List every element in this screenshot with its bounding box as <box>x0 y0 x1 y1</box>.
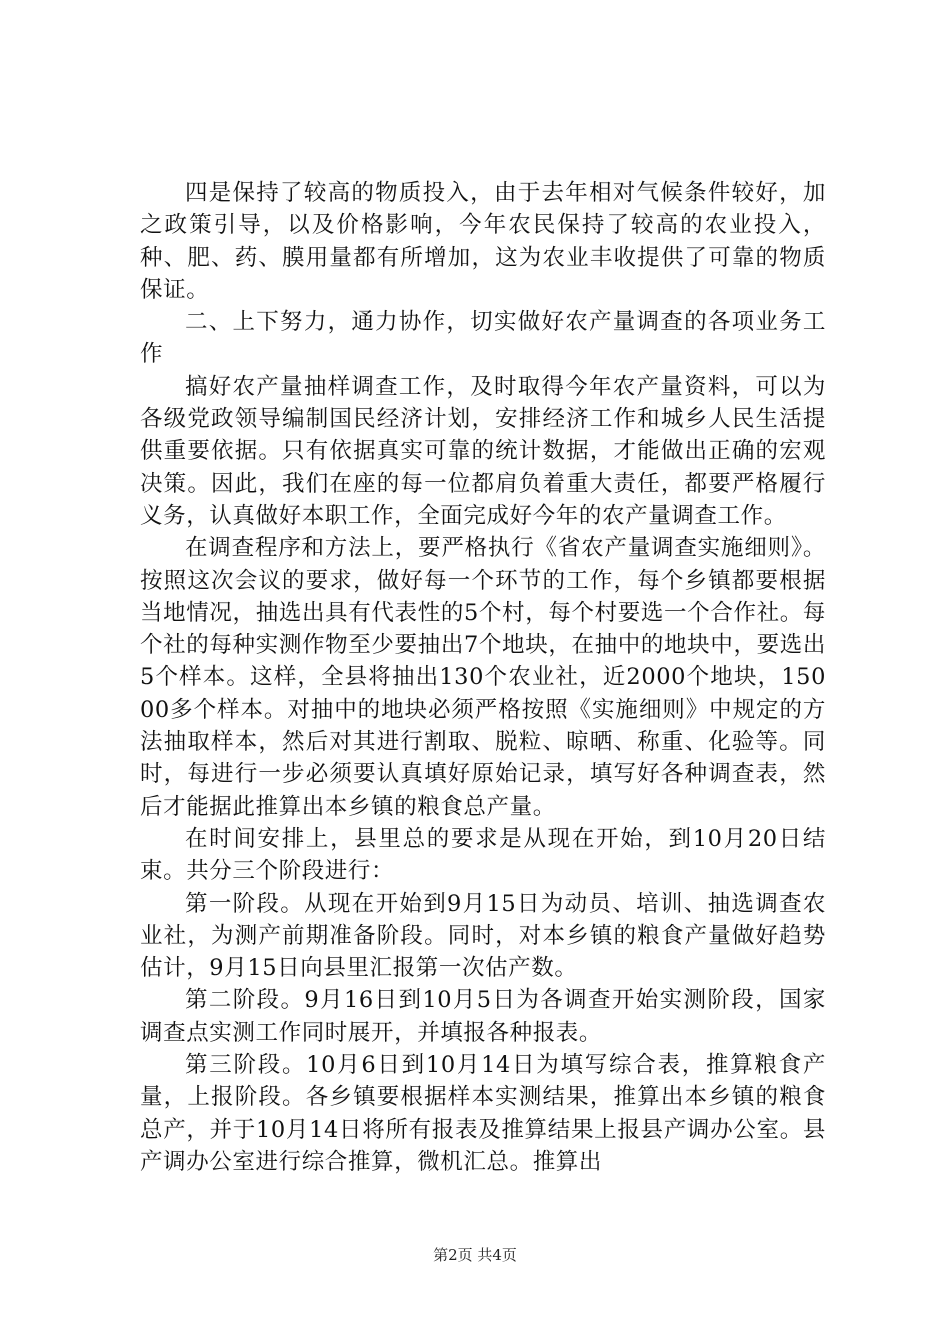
section-heading-two: 二、上下努力，通力协作，切实做好农产量调查的各项业务工作 <box>140 309 826 368</box>
paragraph-stage-three: 第三阶段。10月6日到10月14日为填写综合表，推算粮食产量，上报阶段。各乡镇要根据样本实测结果，推算出本乡镇的粮食总产，并于10月14日将所有报表及推算结果上报县产调办公室。县产调办公室进行综合推算，微机汇总。推算出 <box>140 1052 826 1175</box>
paragraph-stage-one: 第一阶段。从现在开始到9月15日为动员、培训、抽选调查农业社，为测产前期准备阶段。同时，对本乡镇的粮食产量做好趋势估计，9月15日向县里汇报第一次估产数。 <box>140 890 826 982</box>
paragraph-procedure: 在调查程序和方法上，要严格执行《省农产量调查实施细则》。按照这次会议的要求，做好每一个环节的工作，每个乡镇都要根据当地情况，抽选出具有代表性的5个村，每个村要选一个合作社。每个社的每种实测作物至少要抽出7个地块，在抽中的地块中，要选出5个样本。这样，全县将抽出130个农业社，近2000个地块，15000多个样本。对抽中的地块必须严格按照《实施细则》中规定的方法抽取样本，然后对其进行割取、脱粒、晾晒、称重、化验等。同时，每进行一步必须要认真填好原始记录，填写好各种调查表，然后才能据此推算出本乡镇的粮食总产量。 <box>140 535 826 820</box>
document-body <box>140 177 826 1178</box>
paragraph-stage-two: 第二阶段。9月16日到10月5日为各调查开始实测阶段，国家调查点实测工作同时展开，并填报各种报表。 <box>140 987 826 1046</box>
paragraph-purpose: 搞好农产量抽样调查工作，及时取得今年农产量资料，可以为各级党政领导编制国民经济计划，安排经济工作和城乡人民生活提供重要依据。只有依据真实可靠的统计数据，才能做出正确的宏观决策。因此，我们在座的每一位都肩负着重大责任，都要严格履行义务，认真做好本职工作，全面完成好今年的农产量调查工作。 <box>140 373 826 529</box>
paragraph-schedule: 在时间安排上，县里总的要求是从现在开始，到10月20日结束。共分三个阶段进行： <box>140 825 826 885</box>
page-footer: 第2页 共4页 <box>433 1246 517 1264</box>
paragraph-investment: 四是保持了较高的物质投入，由于去年相对气候条件较好，加之政策引导，以及价格影响，今年农民保持了较高的农业投入，种、肥、药、膜用量都有所增加，这为农业丰收提供了可靠的物质保证。 <box>140 180 826 303</box>
